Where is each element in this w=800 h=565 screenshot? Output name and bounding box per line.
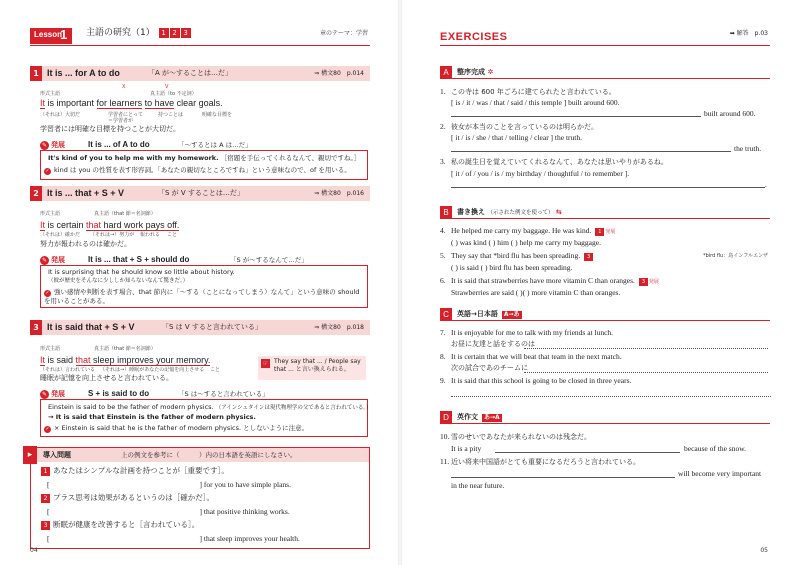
q3-words: [ it / of / you / is / my birthday / thoughtful / to remember ]. bbox=[451, 169, 630, 178]
intro-head bbox=[27, 448, 369, 462]
ex-text-end: clear goals. bbox=[174, 98, 223, 108]
a-en: that positive thinking works. bbox=[203, 507, 290, 516]
lesson-number: 1 bbox=[60, 27, 68, 42]
annot-bottom: 学習者にとって bbox=[108, 112, 143, 118]
hatten-2-note: 強い感情や判断を表す場合、that 節内に「〜する（ことになってしまう）なんて」という意味の should を用いることがある。 bbox=[44, 288, 360, 305]
example-1-en bbox=[40, 98, 223, 110]
section-1-head bbox=[30, 66, 370, 81]
annot-true-subject: 真主語（that 節＝名詞節） bbox=[94, 346, 156, 352]
section-number: 1 bbox=[30, 66, 42, 81]
part-badge: あ→A bbox=[484, 414, 500, 421]
q-text: They say that *bird flu has been spreading. bbox=[451, 251, 581, 260]
annot-true-subject: 真主語（that 節＝名詞節） bbox=[94, 211, 156, 217]
q-text: この寺は 600 年ごろに建てられたと言われている。 bbox=[451, 88, 616, 96]
lesson-title-text: 主語の研究（1） bbox=[86, 28, 155, 38]
q3-ja bbox=[440, 157, 668, 167]
q1-ja bbox=[440, 87, 616, 97]
part-badge: A→あ bbox=[503, 311, 520, 318]
part-letter: C bbox=[440, 308, 452, 321]
part-title-text: 英作文 bbox=[457, 413, 478, 421]
note-text: They say that ... / People say that ... と言い換えられる。 bbox=[274, 358, 361, 373]
hint-badge: 1 bbox=[595, 228, 604, 236]
ex-clause: hard work pays off. bbox=[101, 220, 180, 230]
check-icon: ✓ bbox=[45, 168, 50, 174]
it-word: It bbox=[40, 98, 46, 108]
annot-true-subject: 真主語（to 不定詞） bbox=[150, 91, 197, 97]
q10-pre: It is a pity bbox=[451, 444, 482, 453]
q-ja: プラス思考は効果があるというのは［確かだ］。 bbox=[53, 493, 215, 502]
part-title-text: 書き換え bbox=[457, 208, 485, 216]
q-number: 3 bbox=[41, 521, 50, 530]
annot-bottom: 明確な目標を bbox=[202, 112, 233, 118]
q6-line1 bbox=[440, 276, 659, 286]
answer-line[interactable] bbox=[451, 187, 765, 188]
lesson-label: Lesson bbox=[34, 30, 63, 39]
it-word: It bbox=[40, 355, 46, 365]
exercises-title: EXERCISES bbox=[440, 31, 508, 43]
box-num-3: 3 bbox=[181, 28, 191, 38]
hint-badge: 3 bbox=[639, 278, 648, 286]
header-rule bbox=[30, 45, 370, 46]
q-number: 10. bbox=[440, 432, 450, 441]
page-number-right: 05 bbox=[760, 547, 768, 555]
part-title bbox=[457, 208, 562, 217]
section-bracket: 「S が V することは…だ」 bbox=[158, 189, 244, 197]
q-number: 11. bbox=[440, 457, 450, 466]
q-number: 6. bbox=[440, 276, 446, 285]
section-number: 3 bbox=[30, 320, 42, 335]
section-ref: ⇒ 構文80 p.014 bbox=[314, 70, 364, 77]
hatten-3-line3 bbox=[44, 424, 308, 433]
q5-line1 bbox=[440, 251, 593, 261]
section-bracket: 「A が〜することは…だ」 bbox=[148, 69, 233, 77]
annot-v: V bbox=[165, 84, 169, 90]
answer-line[interactable] bbox=[451, 396, 771, 397]
q-number: 2. bbox=[440, 122, 446, 131]
answer-ref: ➡ 解答 p.03 bbox=[729, 30, 768, 37]
part-letter: A bbox=[440, 66, 452, 79]
section-3-note bbox=[258, 356, 366, 380]
example-3-en bbox=[40, 355, 210, 367]
annot-bottom: 報われる bbox=[140, 232, 161, 238]
hatten-3-rewrite: → It is said that Einstein is the father of modern physics. bbox=[48, 413, 256, 421]
hatten-1-note: kind は you の性質を表す形容詞。「あなたの親切なところですね」という意味なので、of を用いる。 bbox=[54, 166, 351, 174]
example-1-ja: 学習者には明確な目標を持つことが大切だ。 bbox=[40, 125, 180, 133]
hatten-label-text: 発展 bbox=[51, 390, 65, 398]
part-title bbox=[457, 413, 502, 422]
that-word: that bbox=[75, 355, 91, 365]
annot-bottom: （それは→）睡眠があなたの記憶を向上させる bbox=[100, 367, 205, 373]
example-2-ja: 努力が報われるのは確かだ。 bbox=[40, 240, 131, 248]
q-text: 雪のせいであなたが来られないのは残念だ。 bbox=[451, 433, 591, 441]
hatten-2-en: It is surprising that he should know so little about history. bbox=[48, 268, 235, 276]
q-number: 7. bbox=[440, 328, 446, 337]
answer-line[interactable] bbox=[495, 452, 680, 453]
q-ja: 断眠が健康を改善すると［言われている］。 bbox=[53, 520, 200, 529]
chapter-theme: 章のテーマ：学習 bbox=[319, 30, 368, 37]
part-a-head bbox=[440, 66, 770, 79]
q11-post: will become very important bbox=[678, 469, 762, 478]
q-text: It is said that this school is going to be closed in three years. bbox=[451, 376, 632, 385]
q-number: 2 bbox=[41, 494, 50, 503]
part-b-head bbox=[440, 206, 770, 219]
intro-label: 導入問題 bbox=[43, 451, 71, 459]
part-title-text: 英語→日本語 bbox=[457, 310, 498, 318]
intro-q3 bbox=[41, 520, 199, 530]
hatten-2-title: It is ... that + S + should do bbox=[88, 255, 190, 264]
answer-line[interactable] bbox=[451, 116, 701, 117]
example-3-ja: 睡眠が記憶を向上させると言われている。 bbox=[40, 374, 173, 382]
part-d-head bbox=[440, 411, 770, 424]
annot-bottom: 持つことは bbox=[158, 112, 184, 118]
annot-formal-subject: 形式主語 bbox=[40, 346, 61, 352]
that-word: that bbox=[86, 220, 102, 230]
ex-text: is certain bbox=[45, 220, 87, 230]
section-title: It is said that + S + V bbox=[47, 322, 135, 332]
q4-line2[interactable]: ( ) was kind ( ) him ( ) help me carry my baggage. bbox=[451, 238, 601, 247]
hatten-1-en: It's kind of you to help me with my homework. bbox=[48, 154, 219, 162]
q5-line2[interactable]: ( ) is said ( ) bird flu has been spreading. bbox=[451, 263, 573, 272]
q1-tail: built around 600. bbox=[704, 109, 756, 118]
note-icon: ☞ bbox=[262, 360, 269, 367]
q11-ja bbox=[440, 457, 640, 467]
hatten-1-ja: ［宿題を手伝ってくれるなんて、親切ですね。］ bbox=[220, 154, 361, 162]
annot-x: X bbox=[122, 84, 126, 90]
q10-ja bbox=[440, 432, 591, 442]
check-icon: ✓ bbox=[45, 290, 50, 296]
q1-words: [ is / it / was / that / said / this temple ] built around 600. bbox=[451, 98, 620, 107]
intro-q2 bbox=[41, 493, 214, 503]
section-ref: ⇒ 構文80 p.018 bbox=[314, 324, 364, 331]
q-text: It is said that strawberries have more vitamin C than oranges. bbox=[451, 276, 635, 285]
part-letter: D bbox=[440, 411, 452, 424]
q-number: 1 bbox=[41, 467, 50, 476]
q-number: 9. bbox=[440, 376, 446, 385]
hint-label: 発展 bbox=[605, 229, 616, 235]
answer-line[interactable] bbox=[524, 348, 768, 349]
box-num-2: 2 bbox=[170, 28, 180, 38]
intro-flag-icon: ▸ bbox=[23, 446, 37, 464]
ex-text: is important bbox=[45, 98, 97, 108]
box-num-1: 1 bbox=[159, 28, 169, 38]
hatten-2-label bbox=[40, 256, 65, 265]
hint-label: 発展 bbox=[648, 279, 659, 285]
right-page bbox=[400, 0, 800, 565]
page-number-left: 04 bbox=[30, 547, 38, 555]
intro-q1 bbox=[41, 466, 229, 476]
it-word: It bbox=[40, 220, 46, 230]
intro-instruction: 上の例文を参考に（ ）内の日本語を英語にしなさい。 bbox=[121, 451, 297, 459]
hatten-1-bracket: 「〜するとは A は…だ」 bbox=[178, 141, 252, 149]
q8-ja bbox=[451, 363, 528, 373]
hatten-1-line1 bbox=[48, 154, 360, 162]
hatten-1-line2 bbox=[44, 166, 351, 175]
section-ref: ⇒ 構文80 p.016 bbox=[314, 190, 364, 197]
q-ja: あなたはシンプルな計画を持つことが［重要です］。 bbox=[53, 466, 229, 475]
annot-bottom: （それは）大切だ bbox=[40, 112, 81, 118]
answer-line[interactable] bbox=[524, 372, 768, 373]
to-have: to have bbox=[144, 98, 175, 108]
intro-a3[interactable]: [ ] that sleep improves your health. bbox=[47, 534, 300, 543]
q3-tail: . bbox=[765, 180, 767, 189]
q11-cont: in the near future. bbox=[451, 481, 505, 490]
hatten-3-ja: （アインシュタインは現代物理学の父であると言われている。） bbox=[215, 405, 372, 411]
q4-line1 bbox=[440, 226, 615, 236]
q-text: 近い将来中国語がとても重要になるだろうと言われている。 bbox=[451, 458, 640, 466]
hatten-2-bracket: 「S が〜するなんて…だ」 bbox=[230, 256, 308, 264]
section-title: It is ... that + S + V bbox=[47, 188, 125, 198]
a-en: for you to have simple plans. bbox=[203, 480, 291, 489]
q-ja-start: 次の試合であのチームに bbox=[451, 364, 528, 372]
section-title: It is ... for A to do bbox=[47, 68, 120, 78]
q10-post: because of the snow. bbox=[684, 444, 746, 453]
hatten-1-title: It is ... of A to do bbox=[88, 140, 150, 149]
section-2-head bbox=[30, 186, 370, 201]
part-title-text: 整序完成 bbox=[457, 68, 485, 76]
q2-ja bbox=[440, 122, 598, 132]
q-number: 1. bbox=[440, 87, 446, 96]
annot-bottom: （それは）言われている bbox=[40, 367, 96, 373]
for-learners: for learners bbox=[96, 98, 143, 108]
hatten-icon: ✎ bbox=[41, 391, 48, 398]
annot-bottom: こと bbox=[167, 232, 178, 238]
ex-clause: sleep improves your memory. bbox=[90, 355, 211, 365]
q2-tail: the truth. bbox=[734, 144, 762, 153]
annot-bottom: （それは）確かだ bbox=[40, 232, 81, 238]
a-en: that sleep improves your health. bbox=[203, 534, 300, 543]
footnote-bird-flu: *bird flu：鳥インフルエンザ bbox=[703, 253, 768, 259]
hatten-3-bracket: 「S は〜すると言われている」 bbox=[178, 390, 269, 398]
q-text: It is certain that we will beat that team in the next match. bbox=[451, 352, 622, 361]
annot-formal-subject: 形式主語 bbox=[40, 211, 61, 217]
annot-bottom: ＝学習者が bbox=[108, 118, 134, 124]
q-number: 5. bbox=[440, 251, 446, 260]
hatten-3-title: S + is said to do bbox=[88, 389, 150, 398]
q8-en bbox=[440, 352, 622, 362]
hatten-1-label bbox=[40, 141, 65, 150]
hatten-icon: ✎ bbox=[41, 257, 48, 264]
part-title bbox=[457, 68, 493, 77]
annot-bottom: （それは→）努力が bbox=[90, 232, 135, 238]
hatten-2-ja: （彼が歴史をそんなに少ししか知らないなんて驚きだ。） bbox=[48, 278, 189, 284]
q-number: 3. bbox=[440, 157, 446, 166]
hatten-label-text: 発展 bbox=[51, 141, 65, 149]
section-3-head bbox=[30, 320, 370, 335]
q9-en bbox=[440, 376, 631, 386]
part-letter: B bbox=[440, 206, 452, 219]
section-bracket: 「S は V すると言われている」 bbox=[162, 323, 262, 331]
header-rule bbox=[440, 45, 770, 46]
q-ja-start: お昼に友達と話をするのは bbox=[451, 340, 535, 348]
annot-bottom: こと bbox=[210, 367, 221, 373]
intro-a2[interactable]: [ ] that positive thinking works. bbox=[47, 507, 290, 516]
check-icon: ✓ bbox=[45, 426, 50, 432]
q-number: 4. bbox=[440, 226, 446, 235]
q-text: 彼女が本当のことを言っているのは明らかだ。 bbox=[451, 123, 598, 131]
hatten-2-line2 bbox=[44, 288, 362, 305]
q-number: 8. bbox=[440, 352, 446, 361]
part-subtitle: （示された例文を使って） bbox=[487, 210, 554, 216]
q-text: It is enjoyable for me to talk with my friends at lunch. bbox=[451, 328, 614, 337]
hint-badge: 3 bbox=[584, 253, 593, 261]
puzzle-icon: ✲ bbox=[487, 68, 494, 76]
q-text: He helped me carry my baggage. He was kind. bbox=[451, 226, 592, 235]
hatten-3-note: × Einstein is said that he is the father of modern physics. としないように注意。 bbox=[54, 424, 309, 432]
q2-words: [ it / is / she / that / telling / clear ] the truth. bbox=[451, 133, 583, 142]
intro-a1[interactable]: [ ] for you to have simple plans. bbox=[47, 480, 291, 489]
hatten-icon: ✎ bbox=[41, 142, 48, 149]
answer-line[interactable] bbox=[451, 477, 675, 478]
q-text: 私の誕生日を覚えていてくれるなんて、あなたは思いやりがあるね。 bbox=[451, 158, 668, 166]
section-number: 2 bbox=[30, 186, 42, 201]
hatten-label-text: 発展 bbox=[51, 256, 65, 264]
q7-en bbox=[440, 328, 613, 338]
q6-line2[interactable]: Strawberries are said ( )( ) more vitamin C than oranges. bbox=[451, 288, 621, 297]
lesson-tag bbox=[30, 28, 72, 44]
swap-arrow-icon: ⇆ bbox=[555, 208, 562, 216]
hatten-3-line1 bbox=[48, 403, 372, 412]
answer-line[interactable] bbox=[451, 151, 731, 152]
part-title bbox=[457, 310, 522, 319]
annot-formal-subject: 形式主語 bbox=[40, 91, 61, 97]
hatten-3-label bbox=[40, 390, 65, 399]
lesson-title bbox=[86, 28, 191, 40]
q7-ja bbox=[451, 339, 535, 349]
intro-box bbox=[27, 447, 370, 549]
example-2-en bbox=[40, 220, 179, 232]
hatten-3-en: Einstein is said to be the father of modern physics. bbox=[48, 403, 214, 411]
ex-text: is said bbox=[45, 355, 76, 365]
part-c-head bbox=[440, 308, 770, 321]
